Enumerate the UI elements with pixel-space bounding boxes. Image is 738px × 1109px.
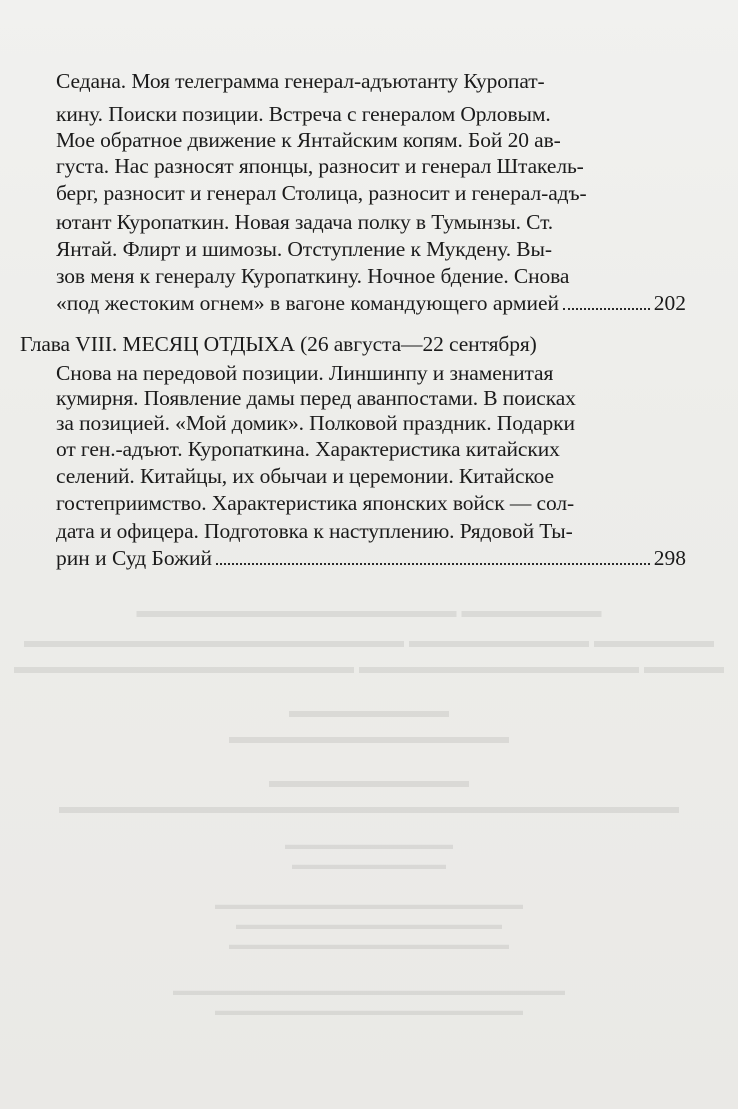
toc-line: рин и Суд Божий <box>56 546 212 570</box>
show-through-10: ▬▬▬▬▬▬▬▬▬▬▬▬▬▬▬▬▬▬▬▬▬▬ <box>215 898 523 913</box>
toc-line: гостеприимство. Характеристика японских войск — сол- <box>56 491 575 515</box>
page-number: 298 <box>653 546 686 570</box>
toc-line-with-page <box>56 545 686 571</box>
toc-line: зов меня к генералу Куропаткину. Ночное бдение. Снова <box>56 264 570 288</box>
page-number: 202 <box>653 291 686 315</box>
toc-line: за позицией. «Мой домик». Полковой праздник. Подарки <box>56 411 575 435</box>
toc-line: дата и офицера. Подготовка к наступлению. Рядовой Ты- <box>56 519 573 543</box>
toc-line: кину. Поиски позиции. Встреча с генералом Орловым. <box>56 102 551 126</box>
show-through-3: ▬▬▬▬ ▬▬▬▬▬▬▬▬▬▬▬▬▬▬ ▬▬▬▬▬▬▬▬▬▬▬▬▬▬▬▬▬ <box>14 656 724 678</box>
toc-line: ютант Куропаткин. Новая задача полку в Тумынзы. Ст. <box>56 210 554 234</box>
show-through-2: ▬▬▬▬▬▬ ▬▬▬▬▬▬▬▬▬ ▬▬▬▬▬▬▬▬▬▬▬▬▬▬▬▬▬▬▬ <box>24 630 714 652</box>
toc-line: Янтай. Флирт и шимозы. Отступление к Мукдену. Вы- <box>56 237 552 261</box>
show-through-1: ▬▬▬▬▬▬▬ ▬▬▬▬▬▬▬▬▬▬▬▬▬▬▬▬ <box>136 600 602 622</box>
show-through-5: ▬▬▬▬▬▬▬▬▬▬▬▬▬▬ <box>229 726 509 748</box>
show-through-14: ▬▬▬▬▬▬▬▬▬▬▬▬▬▬▬▬▬▬▬▬▬▬ <box>215 1004 523 1019</box>
show-through-8: ▬▬▬▬▬▬▬▬▬▬▬▬ <box>285 838 453 853</box>
chapter-heading: Глава VIII. МЕСЯЦ ОТДЫХА (26 августа—22 сентября) <box>20 332 537 356</box>
show-through-11: ▬▬▬▬▬▬▬▬▬▬▬▬▬▬▬▬▬▬▬ <box>236 918 502 933</box>
toc-line: Мое обратное движение к Янтайским копям. Бой 20 ав- <box>56 128 561 152</box>
toc-line: берг, разносит и генерал Столица, разносит и генерал-адъ- <box>56 181 587 205</box>
show-through-6: ▬▬▬▬▬▬▬▬▬▬ <box>269 770 469 792</box>
toc-line-with-page <box>56 290 686 316</box>
show-through-13: ▬▬▬▬▬▬▬▬▬▬▬▬▬▬▬▬▬▬▬▬▬▬▬▬▬▬▬▬ <box>173 984 565 999</box>
toc-line: кумирня. Появление дамы перед аванпостами. В поисках <box>56 386 576 410</box>
toc-line: Седана. Моя телеграмма генерал-адъютанту Куропат- <box>56 69 545 93</box>
show-through-4: ▬▬▬▬▬▬▬▬ <box>289 700 449 722</box>
toc-line: густа. Нас разносят японцы, разносит и генерал Штакель- <box>56 154 584 178</box>
show-through-7: ▬▬▬▬▬▬▬▬▬▬▬▬▬▬▬▬▬▬▬▬▬▬▬▬▬▬▬▬▬▬▬ <box>59 796 679 818</box>
toc-line: Снова на передовой позиции. Линшинпу и знаменитая <box>56 361 554 385</box>
show-through-12: ▬▬▬▬▬▬▬▬▬▬▬▬▬▬▬▬▬▬▬▬ <box>229 938 509 953</box>
toc-line: «под жестоким огнем» в вагоне командующего армией <box>56 291 560 315</box>
dot-leader <box>563 307 650 310</box>
toc-line: от ген.-адъют. Куропаткина. Характеристика китайских <box>56 437 560 461</box>
dot-leader <box>216 562 650 565</box>
toc-line: селений. Китайцы, их обычаи и церемонии. Китайское <box>56 464 554 488</box>
show-through-9: ▬▬▬▬▬▬▬▬▬▬▬ <box>292 858 446 873</box>
